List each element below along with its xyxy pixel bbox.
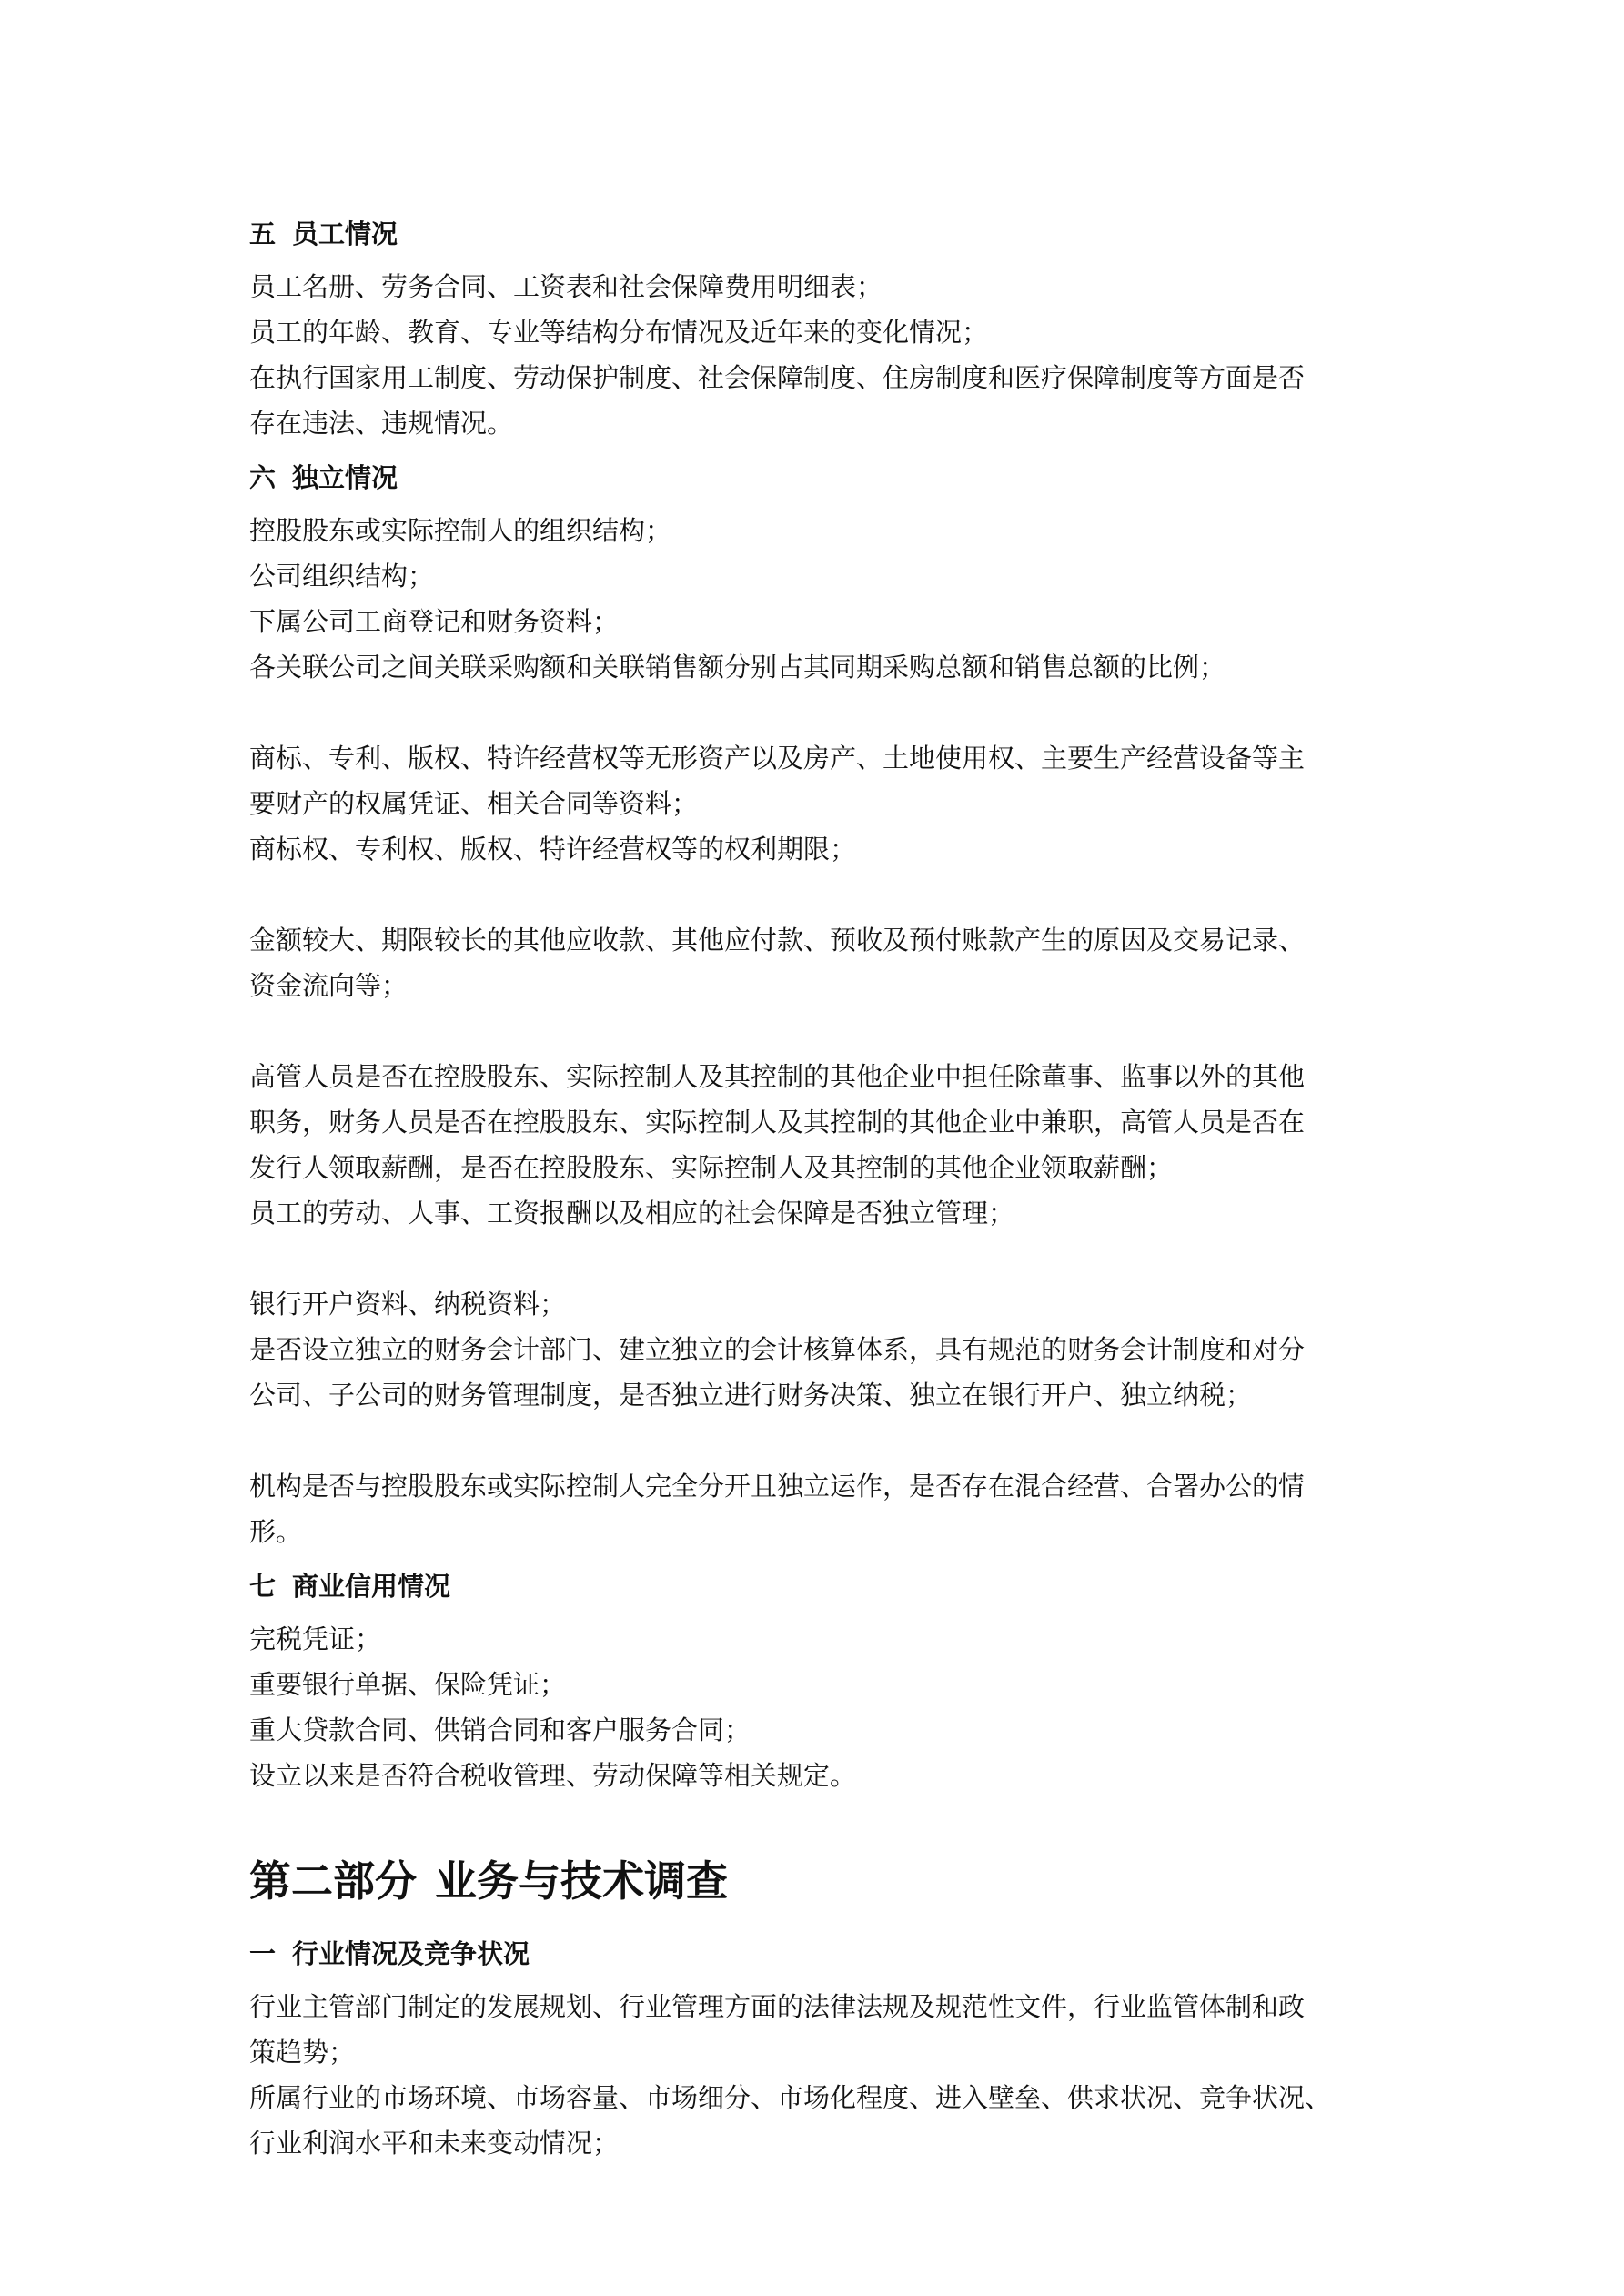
part-heading <box>249 1849 1396 1913</box>
text-line: 公司组织结构； <box>249 561 435 592</box>
paragraph <box>249 264 1396 446</box>
text-line: 设立以来是否符合税收管理、劳动保障等相关规定。 <box>249 1760 857 1791</box>
text-line: 是否设立独立的财务会计部门、建立独立的会计核算体系，具有规范的财务会计制度和对分 <box>249 1334 1306 1365</box>
paragraph <box>249 1616 1396 1798</box>
text-line: 重要银行单据、保险凭证； <box>249 1669 567 1700</box>
section-heading-5 <box>249 211 1396 257</box>
text-line: 控股股东或实际控制人的组织结构； <box>249 515 672 546</box>
text-line: 商标、专利、版权、特许经营权等无形资产以及房产、土地使用权、主要生产经营设备等主 <box>249 743 1306 774</box>
blank-line <box>249 690 1396 735</box>
section-heading-7 <box>249 1563 1396 1609</box>
text-line: 所属行业的市场环境、市场容量、市场细分、市场化程度、进入壁垒、供求状况、竞争状况、 <box>249 2082 1332 2113</box>
text-line: 资金流向等； <box>249 970 409 1001</box>
text-line: 员工名册、劳务合同、工资表和社会保障费用明细表； <box>249 271 883 302</box>
text-line: 银行开户资料、纳税资料； <box>249 1289 567 1320</box>
section-title: 商业信用情况 <box>292 1571 451 1602</box>
section-number: 七 <box>249 1571 277 1602</box>
text-line: 员工的劳动、人事、工资报酬以及相应的社会保障是否独立管理； <box>249 1198 1015 1229</box>
text-line: 重大贷款合同、供销合同和客户服务合同； <box>249 1714 751 1745</box>
text-line: 完税凭证； <box>249 1623 382 1654</box>
section-title: 行业情况及竞争状况 <box>292 1938 530 1969</box>
blank-line <box>249 872 1396 917</box>
blank-line <box>249 1418 1396 1463</box>
section-number: 五 <box>249 218 277 249</box>
text-line: 公司、子公司的财务管理制度，是否独立进行财务决策、独立在银行开户、独立纳税； <box>249 1380 1253 1411</box>
text-line: 存在违法、违规情况。 <box>249 408 514 439</box>
text-line: 机构是否与控股股东或实际控制人完全分开且独立运作，是否存在混合经营、合署办公的情 <box>249 1471 1306 1502</box>
paragraph <box>249 508 1396 1554</box>
section-heading-part2-1 <box>249 1931 1396 1977</box>
section-heading-6 <box>249 455 1396 501</box>
paragraph <box>249 1984 1396 2166</box>
section-number: 六 <box>249 462 277 493</box>
section-title: 独立情况 <box>292 462 398 493</box>
text-line: 高管人员是否在控股股东、实际控制人及其控制的其他企业中担任除董事、监事以外的其他 <box>249 1061 1306 1092</box>
text-line: 商标权、专利权、版权、特许经营权等的权利期限； <box>249 834 857 865</box>
text-line: 金额较大、期限较长的其他应收款、其他应付款、预收及预付账款产生的原因及交易记录、 <box>249 925 1306 956</box>
text-line: 职务，财务人员是否在控股股东、实际控制人及其控制的其他企业中兼职，高管人员是否在 <box>249 1107 1306 1138</box>
text-line: 行业主管部门制定的发展规划、行业管理方面的法律法规及规范性文件，行业监管体制和政 <box>249 1991 1306 2022</box>
text-line: 员工的年龄、教育、专业等结构分布情况及近年来的变化情况； <box>249 317 989 348</box>
text-line: 在执行国家用工制度、劳动保护制度、社会保障制度、住房制度和医疗保障制度等方面是否 <box>249 362 1306 393</box>
text-line: 策趋势； <box>249 2037 356 2068</box>
text-line: 各关联公司之间关联采购额和关联销售额分别占其同期采购总额和销售总额的比例； <box>249 652 1226 683</box>
blank-line <box>249 1008 1396 1054</box>
document-page <box>249 202 1396 2166</box>
part-title: 业务与技术调查 <box>435 1856 728 1906</box>
text-line: 要财产的权属凭证、相关合同等资料； <box>249 788 699 819</box>
text-line: 形。 <box>249 1516 303 1547</box>
part-number: 第二部分 <box>249 1856 417 1906</box>
section-title: 员工情况 <box>292 218 398 249</box>
text-line: 下属公司工商登记和财务资料； <box>249 606 620 637</box>
section-number: 一 <box>249 1938 277 1969</box>
text-line: 发行人领取薪酬，是否在控股股东、实际控制人及其控制的其他企业领取薪酬； <box>249 1152 1174 1183</box>
text-line: 行业利润水平和未来变动情况； <box>249 2128 620 2159</box>
blank-line <box>249 1236 1396 1281</box>
